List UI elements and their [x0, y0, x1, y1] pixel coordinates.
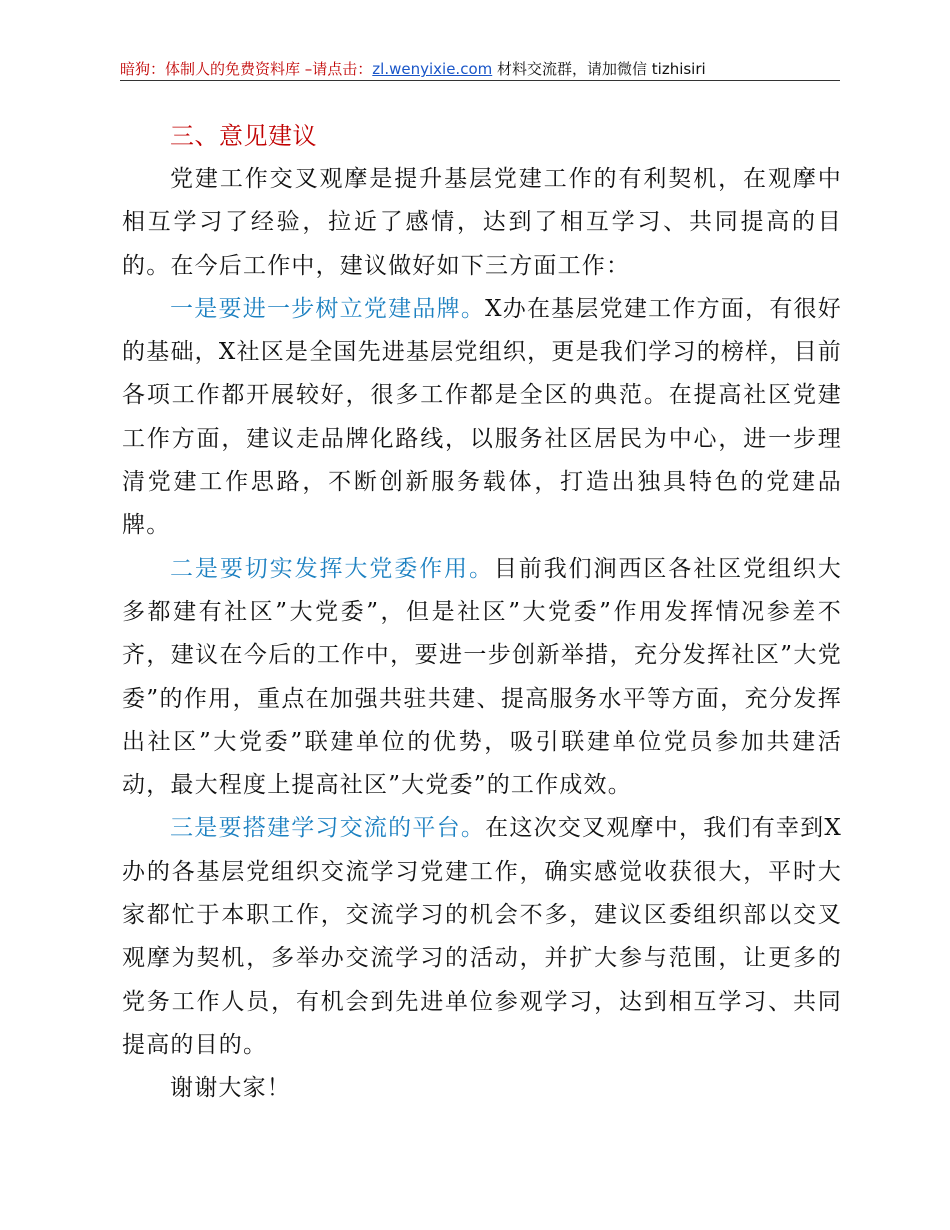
closing-line: 谢谢大家！	[170, 1075, 291, 1102]
intro-paragraph: 党建工作交叉观摩是提升基层党建工作的有利契机，在观摩中相互学习了经验，拉近了感情，达到了相互学习、共同提高的目的。在今后工作中，建议做好如下三方面工作：	[122, 166, 842, 279]
suggestion-body-3: 在这次交叉观摩中，我们有幸到X办的各基层党组织交流学习党建工作，确实感觉收获很大，平时大家都忙于本职工作，交流学习的机会不多，建议区委组织部以交叉观摩为契机，多举办交流学习的活动，并扩大参与范围，让更多的党务工作人员，有机会到先进单位参观学习，达到相互学习、共同提高的目的。	[122, 815, 842, 1058]
header-contact-text: 材料交流群，请加微信 tizhisiri	[492, 60, 706, 78]
suggestion-paragraph-3	[122, 807, 842, 1067]
header-source-text: 暗狗：体制人的免费资料库	[120, 60, 301, 78]
suggestion-lead-3: 三是要搭建学习交流的平台。	[170, 815, 486, 842]
suggestion-lead-2: 二是要切实发挥大党委作用。	[170, 555, 494, 582]
suggestion-paragraph-1	[122, 288, 842, 548]
page-header	[120, 58, 840, 80]
suggestion-body-2: 目前我们涧西区各社区党组织大多都建有社区”大党委”，但是社区”大党委”作用发挥情况参差不齐，建议在今后的工作中，要进一步创新举措，充分发挥社区”大党委”的作用，重点在加强共驻共建、提高服务水平等方面，充分发挥出社区”大党委”联建单位的优势，吸引联建单位党员参加共建活动，最大程度上提高社区”大党委”的工作成效。	[122, 555, 842, 799]
suggestion-paragraph-2	[122, 548, 842, 808]
document-body	[122, 115, 842, 1111]
suggestion-body-1: X办在基层党建工作方面，有很好的基础，X社区是全国先进基层党组织，更是我们学习的榜样，目前各项工作都开展较好，很多工作都是全区的典范。在提高社区党建工作方面，建议走品牌化路线，以服务社区居民为中心，进一步理清党建工作思路，不断创新服务载体，打造出独具特色的党建品牌。	[122, 295, 842, 539]
header-divider	[120, 80, 840, 81]
suggestion-lead-1: 一是要进一步树立党建品牌。	[170, 295, 486, 322]
header-cta-text: –请点击：	[300, 60, 373, 78]
header-link[interactable]: zl.wenyixie.com	[372, 60, 493, 78]
section-heading: 三、意见建议	[170, 122, 317, 150]
